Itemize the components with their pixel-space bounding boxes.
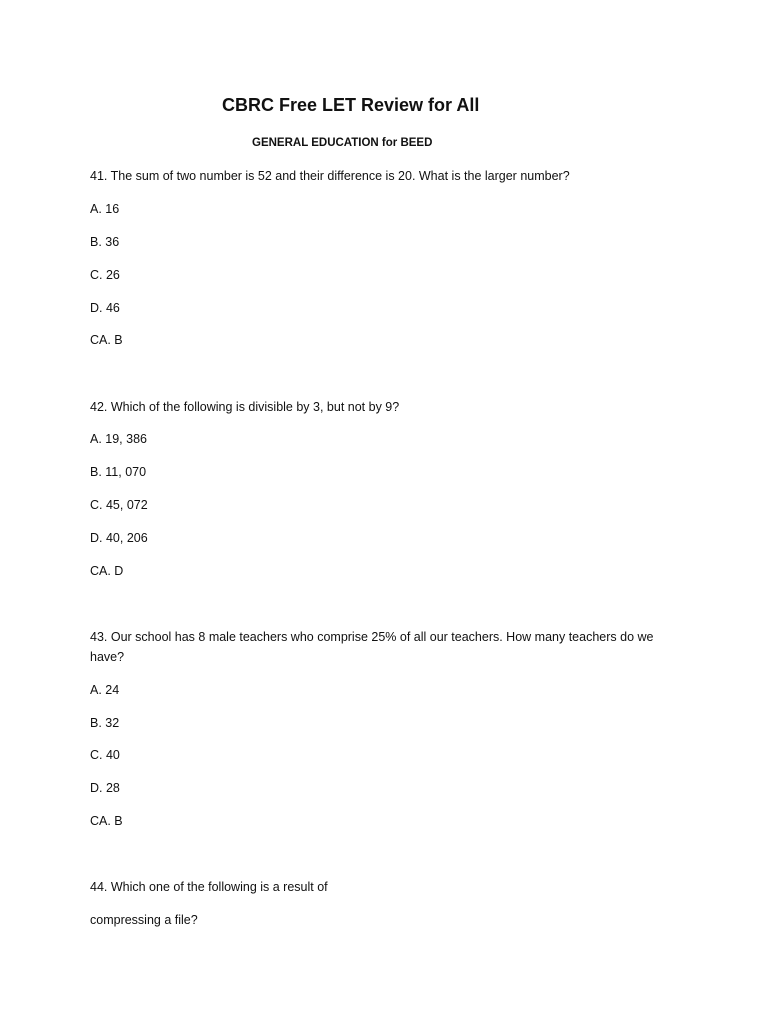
question-41-option-b: B. 36 [90,235,120,249]
question-43-stem-line1: 43. Our school has 8 male teachers who comprise 25% of all our teachers. How many teachers do we [90,630,654,644]
question-41-stem: 41. The sum of two number is 52 and their difference is 20. What is the larger number? [90,169,570,183]
question-44-stem-line2: compressing a file? [90,913,198,927]
question-42-stem: 42. Which of the following is divisible by 3, but not by 9? [90,400,400,414]
question-43-option-b: B. 32 [90,716,120,730]
question-43-option-a: A. 24 [90,683,120,697]
question-42-option-b: B. 11, 070 [90,465,147,479]
question-44-stem-line1: 44. Which one of the following is a result of [90,880,328,894]
question-43-answer: CA. B [90,814,123,828]
document-subtitle: GENERAL EDUCATION for BEED [252,137,433,149]
question-41-answer: CA. B [90,333,123,347]
question-42-option-c: C. 45, 072 [90,498,148,512]
question-43-option-c: C. 40 [90,748,120,762]
question-41-option-d: D. 46 [90,301,120,315]
question-41-option-a: A. 16 [90,202,120,216]
document-title: CBRC Free LET Review for All [222,95,480,115]
question-42-option-d: D. 40, 206 [90,531,148,545]
question-42-option-a: A. 19, 386 [90,432,147,446]
question-43-option-d: D. 28 [90,781,120,795]
question-43-stem-line2: have? [90,650,125,664]
question-42-answer: CA. D [90,564,124,578]
question-41-option-c: C. 26 [90,268,120,282]
